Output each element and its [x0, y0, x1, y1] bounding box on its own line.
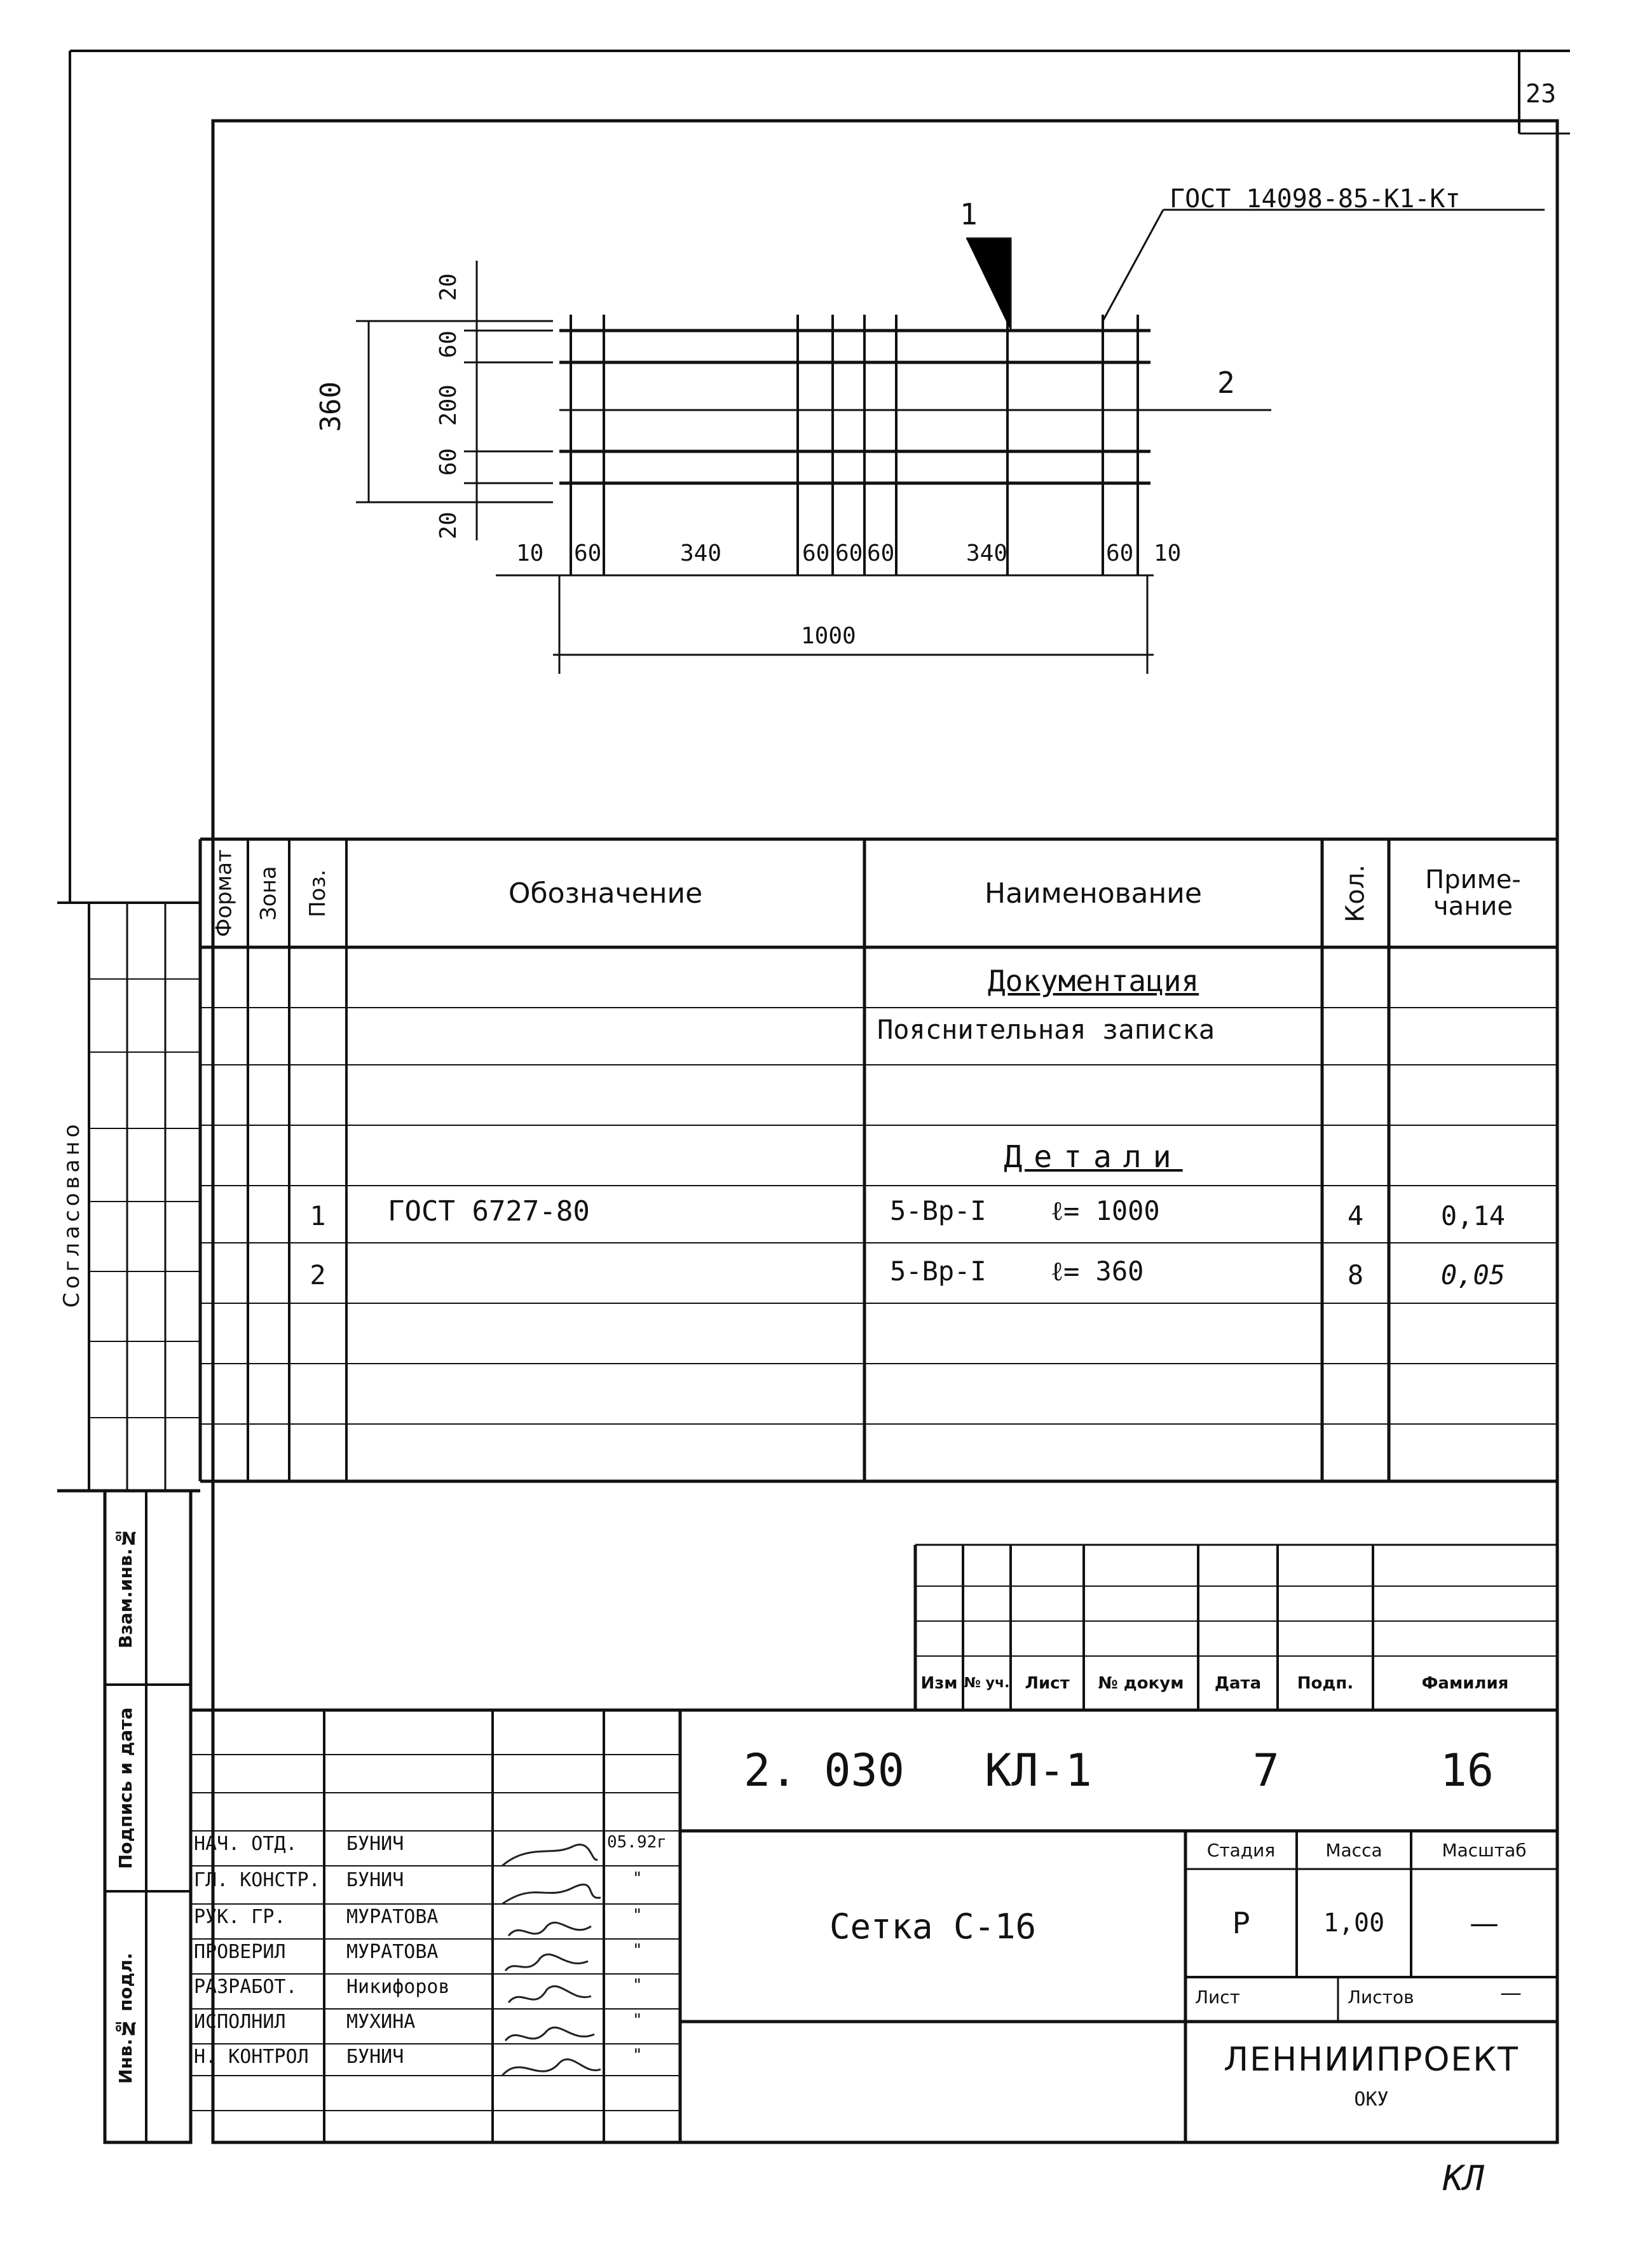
dim-total-width: 1000: [801, 623, 856, 649]
signer-role: ПРОВЕРИЛ: [194, 1941, 286, 1963]
spec-note: 0,14: [1440, 1200, 1506, 1231]
sheet-number: 23: [1526, 79, 1557, 109]
spec-name: Детали: [1004, 1139, 1183, 1175]
rev-header-sign: Подп.: [1297, 1673, 1354, 1693]
rev-header-doc: № докум: [1098, 1673, 1184, 1693]
stage-label: Стадия: [1206, 1839, 1276, 1861]
agreed-label: Согласовано: [59, 1120, 85, 1308]
signer-date: ": [632, 1941, 643, 1960]
mass-label: Масса: [1325, 1839, 1382, 1861]
header-pos: Поз.: [305, 869, 331, 917]
dim-horizontal-2: 60: [574, 540, 602, 566]
scale-label: Масштаб: [1442, 1839, 1527, 1861]
signer-name: БУНИЧ: [346, 2046, 404, 2068]
signer-role: РАЗРАБОТ.: [194, 1976, 297, 1998]
signer-name: Никифоров: [346, 1976, 450, 1998]
inv-orig-label: Инв.№ подл.: [115, 1952, 136, 2085]
dim-horizontal-4: 60: [802, 540, 830, 566]
drawing-title: Сетка С-16: [829, 1906, 1037, 1947]
signer-role: НАЧ. ОТД.: [194, 1833, 297, 1855]
rev-header-date: Дата: [1214, 1673, 1262, 1693]
dim-horizontal-5: 60: [835, 540, 863, 566]
scale-value: —: [1470, 1906, 1499, 1940]
sheets-value: —: [1500, 1980, 1522, 2006]
dim-horizontal-6: 60: [867, 540, 895, 566]
signer-date: ": [632, 1869, 643, 1888]
signer-role: ГЛ. КОНСТР.: [194, 1869, 320, 1891]
stage-value: Р: [1232, 1906, 1250, 1940]
dim-horizontal-1: 10: [516, 540, 544, 566]
spec-designation: ГОСТ 6727-80: [388, 1195, 590, 1228]
spec-name: 5-Вр-I ℓ= 360: [890, 1256, 1144, 1287]
signer-name: МУРАТОВА: [346, 1906, 439, 1928]
signer-name: МУХИНА: [346, 2011, 416, 2033]
spec-note: 0,05: [1440, 1259, 1506, 1291]
spec-pos: 2: [310, 1259, 326, 1291]
spec-name: 5-Вр-I ℓ= 1000: [890, 1195, 1160, 1226]
replaced-inv-label: Взам.инв.№: [115, 1527, 136, 1648]
header-qty: Кол.: [1341, 864, 1370, 922]
mass-value: 1,00: [1323, 1908, 1385, 1938]
dim-horizontal-3: 340: [680, 540, 722, 566]
leader-2-label: 2: [1217, 366, 1235, 400]
signer-date: ": [632, 1906, 643, 1925]
doc-code: 2. 030 КЛ-1 7 16: [743, 1744, 1494, 1797]
dim-horizontal-8: 60: [1106, 540, 1134, 566]
rev-header-list: Лист: [1025, 1673, 1070, 1693]
sheets-label: Листов: [1348, 1987, 1414, 2008]
signer-name: МУРАТОВА: [346, 1941, 439, 1963]
organization: ЛЕННИИПРОЕКТ: [1224, 2041, 1519, 2079]
signer-date: ": [632, 2046, 643, 2065]
signer-date: ": [632, 1976, 643, 1995]
dim-vertical-1: 20: [435, 273, 461, 301]
signer-role: РУК. ГР.: [194, 1906, 286, 1928]
dim-total-height: 360: [315, 381, 347, 432]
spec-qty: 8: [1347, 1259, 1364, 1291]
organization-sub: ОКУ: [1354, 2088, 1389, 2111]
dim-horizontal-9: 10: [1154, 540, 1182, 566]
signer-role: Н. КОНТРОЛ: [194, 2046, 309, 2068]
signer-role: ИСПОЛНИЛ: [194, 2011, 286, 2033]
spec-name: Пояснительная записка: [877, 1014, 1215, 1045]
corner-mark: КЛ: [1443, 2158, 1485, 2198]
dim-vertical-5: 20: [435, 512, 461, 540]
header-name: Наименование: [985, 877, 1202, 910]
spec-name: Документация: [987, 963, 1199, 998]
rev-header-izm: Изм: [920, 1673, 958, 1693]
sheet-label: Лист: [1195, 1987, 1240, 2008]
signatures: [502, 1845, 601, 2076]
header-format: Формат: [211, 849, 237, 937]
rev-header-surname: Фамилия: [1421, 1673, 1509, 1693]
dim-vertical-4: 60: [435, 448, 461, 476]
dim-horizontal-7: 340: [966, 540, 1008, 566]
dim-vertical-2: 60: [435, 331, 461, 359]
standard-label: ГОСТ 14098-85-К1-Кт: [1170, 184, 1461, 214]
dim-vertical-3: 200: [435, 385, 461, 427]
spec-pos: 1: [310, 1200, 326, 1231]
signer-name: БУНИЧ: [346, 1833, 404, 1855]
signer-date: 05.92г: [607, 1833, 667, 1852]
leader-1-label: 1: [960, 197, 978, 231]
signer-name: БУНИЧ: [346, 1869, 404, 1891]
header-note: Приме- чание: [1425, 865, 1521, 921]
header-designation: Обозначение: [508, 877, 703, 910]
rev-header-uch: № уч.: [964, 1675, 1010, 1691]
sign-date-label: Подпись и дата: [115, 1707, 136, 1869]
signer-date: ": [632, 2011, 643, 2030]
spec-qty: 4: [1347, 1200, 1364, 1231]
header-zone: Зона: [256, 866, 282, 921]
